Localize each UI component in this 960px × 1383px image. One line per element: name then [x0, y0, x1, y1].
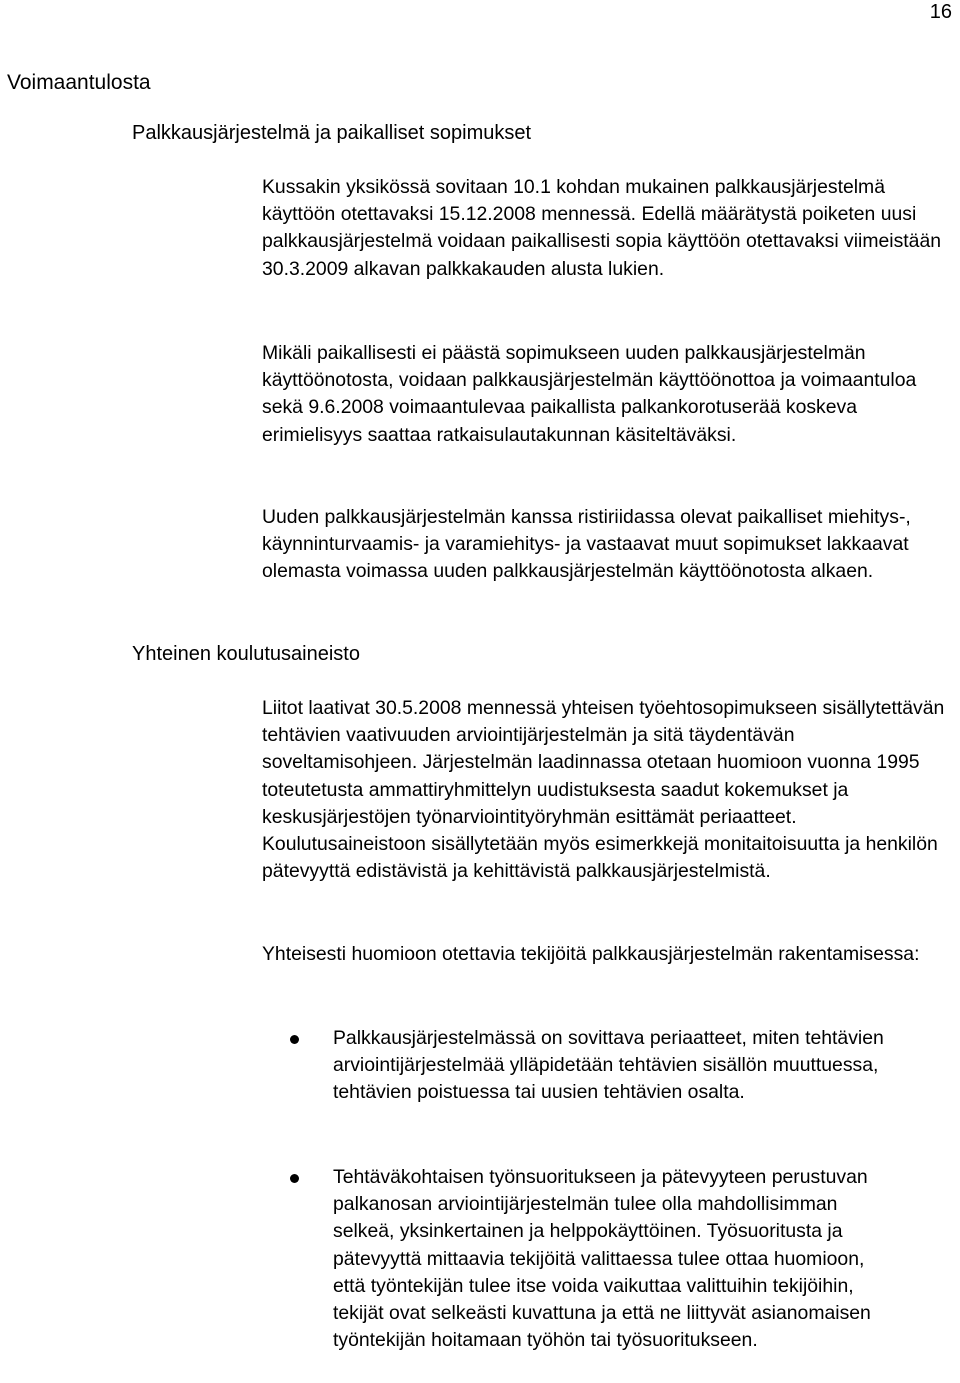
- paragraph-evaluation-system: Liitot laativat 30.5.2008 mennessä yhteisen työehtosopimukseen sisällytettävän tehtävien vaativuuden arviointijärjestelmän ja sitä täydentävän soveltamisohjeen. Järjestelmän laadinnassa otetaan huomioon vuonna 1995 toteutetusta ammattiryhmittelyn uudistuksesta saadut kokemukset ja keskusjärjestöjen työnarviointityöryhmän esittämät periaatteet. Koulutusaineistoon sisällytetään myös esimerkkejä monitaitoisuutta ja henkilön pätevyyttä edistävistä ja kehittävistä palkkausjärjestelmistä.: [262, 697, 945, 883]
- paragraph-common-factors: Yhteisesti huomioon otettavia tekijöitä palkkausjärjestelmän rakentamisessa:: [262, 943, 920, 965]
- paragraph-implementation-deadline: Kussakin yksikössä sovitaan 10.1 kohdan mukainen palkkausjärjestelmä käyttöön otettavaksi 15.12.2008 mennessä. Edellä määrätystä poiketen uusi palkkausjärjestelmä voidaan paikallisesti sopia käyttöön otettavaksi viimeistään 30.3.2009 alkavan palkkakauden alusta lukien.: [262, 176, 942, 280]
- paragraph-conflicting-agreements: Uuden palkkausjärjestelmän kanssa ristiriidassa olevat paikalliset miehitys-, käynninturvaamis- ja varamiehitys- ja vastaavat muut sopimukset lakkaavat olemasta voimassa uuden palkkausjärjestelmän käyttöönotosta alkaen.: [262, 506, 911, 583]
- bullet-icon: [290, 1035, 299, 1044]
- bullet-icon: [290, 1174, 299, 1183]
- bullet-text: Palkkausjärjestelmässä on sovittava periaatteet, miten tehtävien arviointijärjestelmää ylläpidetään tehtävien sisällön muuttuessa, tehtävien poistuessa tai uusien tehtävien osalta.: [333, 1027, 884, 1104]
- subsection-title-pay-system: Palkkausjärjestelmä ja paikalliset sopimukset: [132, 122, 532, 144]
- subsection-title-training-material: Yhteinen koulutusaineisto: [132, 643, 360, 665]
- bullet-text: Tehtäväkohtaisen työnsuoritukseen ja pätevyyteen perustuvan palkanosan arviointijärjestelmän tulee olla mahdollisimman selkeä, yksinkertainen ja helppokäyttöinen. Työsuoritusta ja pätevyyttä mittaavia tekijöitä valittaessa tulee ottaa huomioon, että työntekijän tulee itse voida vaikuttaa valittuihin tekijöihin, tekijät ovat selkeästi kuvattuna ja että ne liittyvät asianomaisen työntekijän hoitamaan työhön tai työsuoritukseen.: [333, 1166, 871, 1352]
- section-title: Voimaantulosta: [7, 71, 151, 94]
- page-number: 16: [929, 1, 952, 23]
- paragraph-disagreement: Mikäli paikallisesti ei päästä sopimukseen uuden palkkausjärjestelmän käyttöönotosta, voidaan palkkausjärjestelmän käyttöönottoa ja voimaantuloa sekä 9.6.2008 voimaantulevaa paikallista palkankorotuserää koskeva erimielisyys saattaa ratkaisulautakunnan käsiteltäväksi.: [262, 342, 917, 446]
